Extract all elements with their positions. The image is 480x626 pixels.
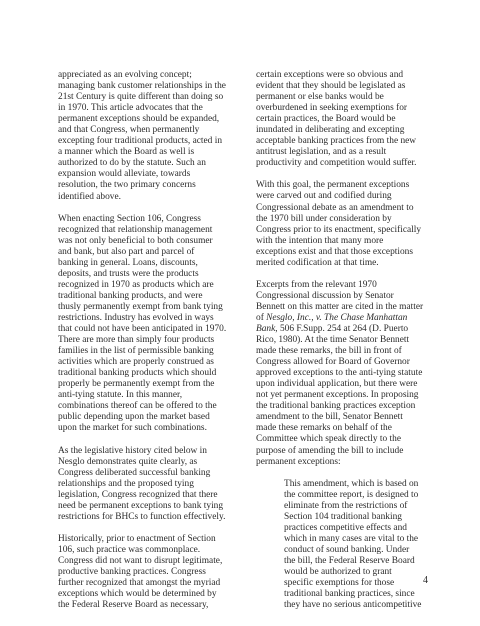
left-column [58,70,238,622]
case-citation: Nesglo, Inc., v. The Chase Manhattan Bank [256,312,408,334]
paragraph: As the legislative history cited below in Nesglo demonstrates quite clearly, as Congress deliberated successful banking relationships and the proposed tying legislation, Congress recognized that there need be permanent exceptions to bank tying restrictions for BHCs to function effectively. [58,445,226,522]
block-quote: This amendment, which is based on the committee report, is designed to eliminate from the restrictions of Section 104 traditional banking practices competitive effects and which in many cases are vital to the conduct of sound banking. Under the bill, the Federal Reserve Board would be authorized to grant specific exemptions for those traditional banking practices, since they have no serious anticompetitive [284,478,422,611]
right-column [256,70,434,611]
paragraph-text: , 506 F.Supp. 254 at 264 (D. Puerto Rico, 1980). At the time Senator Bennett made these remarks, the bill in front of Congress allowed for Board of Governor approved exceptions to the anti-tying statute upon individual application, but there were not yet permanent exceptions. In proposing the traditional banking practices exception amendment to the bill, Senator Bennett made these remarks on behalf of the Committee which speak directly to the purpose of amending the bill to include permanent exceptions: [256,323,423,467]
paragraph: When enacting Section 106, Congress recognized that relationship management was not only beneficial to both consumer and bank, but also part and parcel of banking in general. Loans, discounts, deposits, and trusts were the products recognized in 1970 as products which are traditional banking products, and were thusly permanently exempt from bank tying restrictions. Industry has evolved in ways that could not have been anticipated in 1970. There are more than simply four products families in the list of permissible banking activities which are properly construed as traditional banking products which should properly be permanently exempt from the anti-tying statute. In this manner, combinations thereof can be offered to the public depending upon the market based upon the market for such combinations. [58,213,227,434]
paragraph: With this goal, the permanent exceptions were carved out and codified during Congressional debate as an amendment to the 1970 bill under consideration by Congress prior to its enactment, specifically with the intention that many more exceptions exist and that those exceptions merited codification at that time. [256,180,422,268]
paragraph: certain exceptions were so obvious and evident that they should be legislated as permanent or else banks would be overburdened in seeking exemptions for certain practices, the Board would be inundated in deliberating and excepting acceptable banking practices from the new antitrust legislation, and as a result productivity and competition would suffer. [256,70,417,169]
paragraph: Historically, prior to enactment of Section 106, such practice was commonplace. Congress did not want to disrupt legitimate, productive banking practices. Congress further recognized that amongst the myriad exceptions which would be determined by the Federal Reserve Board as necessary, [58,533,223,611]
paragraph: appreciated as an evolving concept; managing bank customer relationships in the 21st Century is quite different than doing so in 1970. This article advocates that the permanent exceptions should be expanded, and that Congress, when permanently excepting four traditional products, acted in a manner which the Board as well is authorized to do by the statute. Such an expansion would alleviate, towards resolution, the two primary concerns identified above. [58,70,226,202]
paragraph-text: Excerpts from the relevant 1970 Congressional discussion by Senator Bennett on this matter are cited in the matter of [256,279,424,323]
page-number: 4 [423,575,428,586]
paragraph [256,280,434,468]
